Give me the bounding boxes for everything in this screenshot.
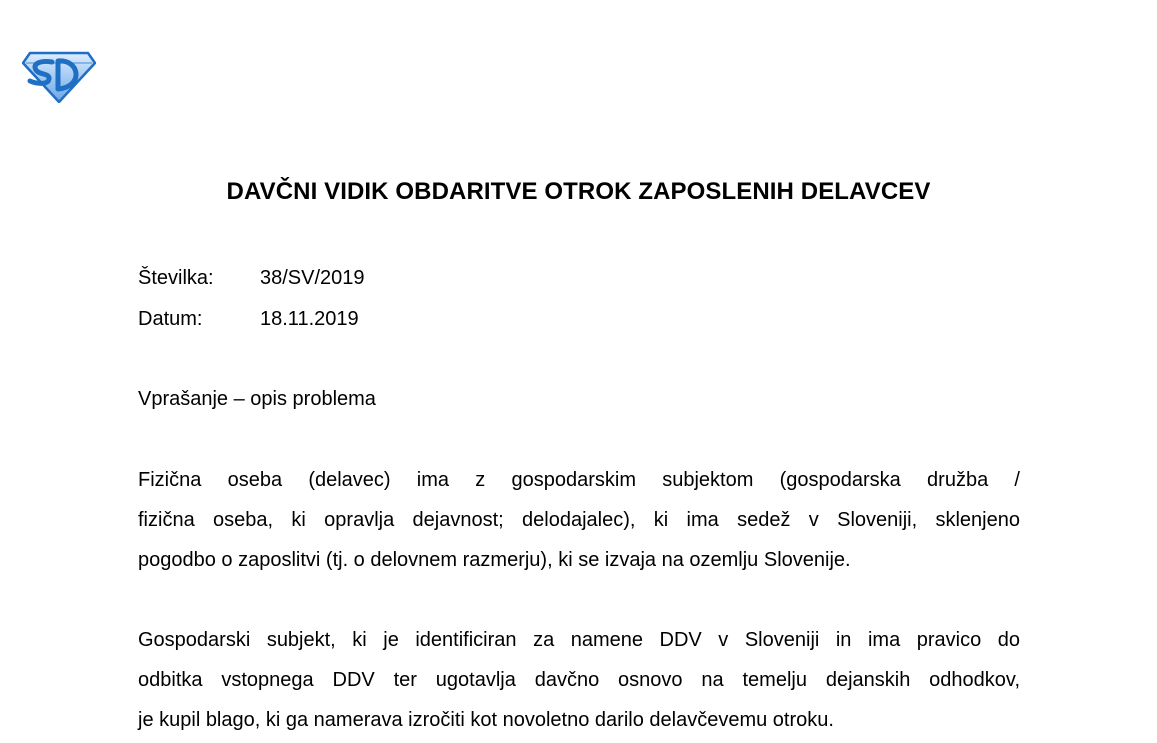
sd-shield-logo-icon (22, 49, 96, 103)
paragraph-line: Gospodarski subjekt, ki je identificiran za namene DDV v Sloveniji in ima pravico do (138, 629, 1020, 651)
document-number-label: Številka: (138, 267, 214, 289)
document-date-row (138, 307, 359, 331)
paragraph-line: pogodbo o zaposlitvi (tj. o delovnem razmerju), ki se izvaja na ozemlju Slovenije. (138, 549, 851, 571)
paragraph (138, 460, 1020, 580)
paragraph-line: fizična oseba, ki opravlja dejavnost; delodajalec), ki ima sedež v Sloveniji, sklenjeno (138, 509, 1020, 531)
section-heading: Vprašanje – opis problema (138, 388, 376, 410)
paragraph-line: je kupil blago, ki ga namerava izročiti kot novoletno darilo delavčevemu otroku. (138, 709, 834, 731)
document-date-label: Datum: (138, 308, 203, 330)
paragraph (138, 620, 1020, 740)
document-number-row (138, 266, 365, 290)
paragraph-line: odbitka vstopnega DDV ter ugotavlja davčno osnovo na temelju dejanskih odhodkov, (138, 669, 1020, 691)
document-date-value: 18.11.2019 (260, 308, 359, 330)
document-number-value: 38/SV/2019 (260, 267, 365, 289)
paragraph-line: Fizična oseba (delavec) ima z gospodarskim subjektom (gospodarska družba / (138, 469, 1020, 491)
document-title: DAVČNI VIDIK OBDARITVE OTROK ZAPOSLENIH DELAVCEV (226, 178, 931, 205)
